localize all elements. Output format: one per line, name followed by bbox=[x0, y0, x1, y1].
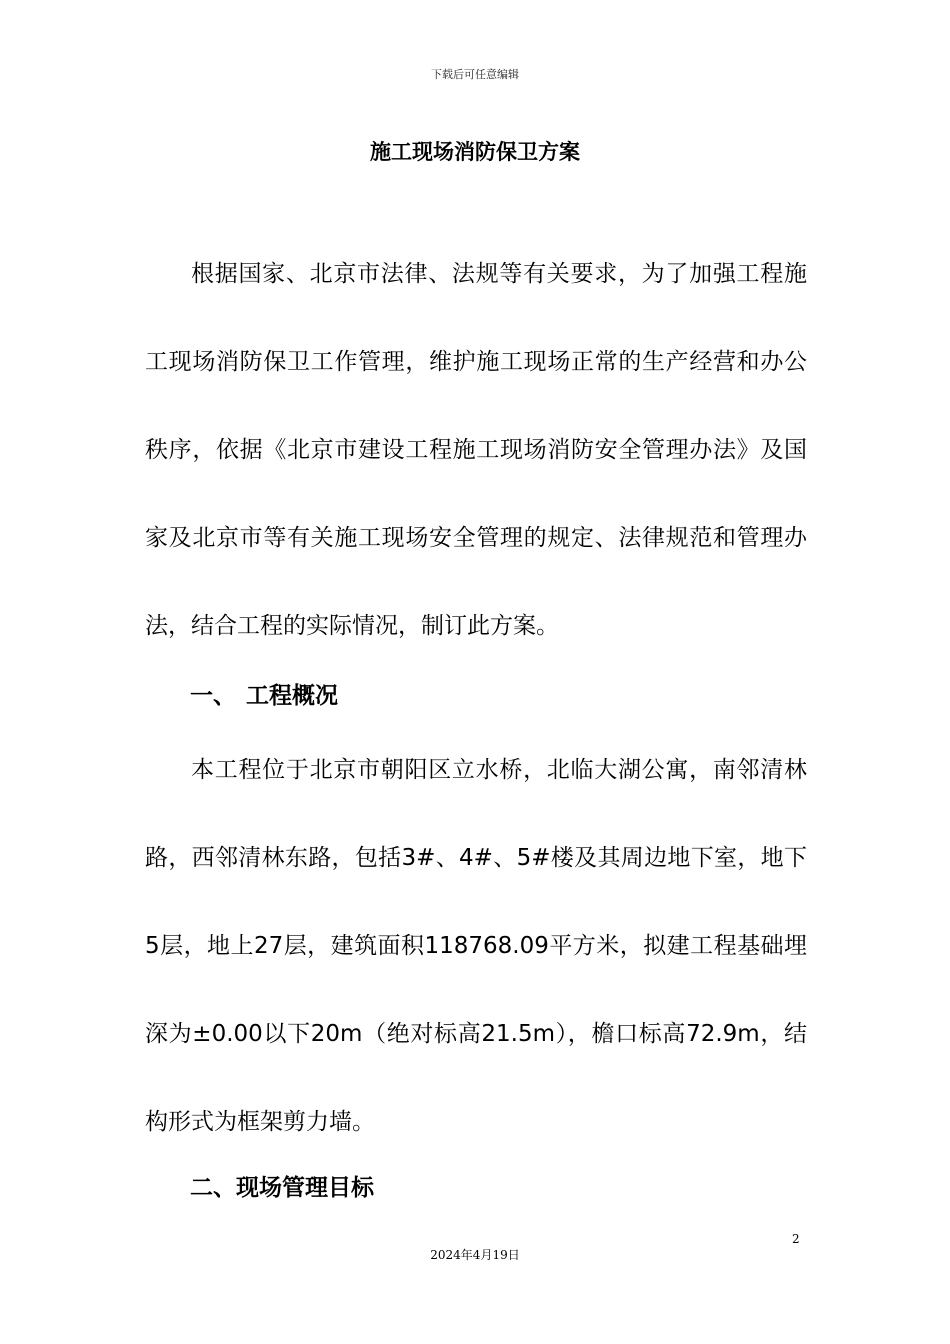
header-note: 下载后可任意编辑 bbox=[431, 68, 519, 81]
document-title: 施工现场消防保卫方案 bbox=[370, 140, 580, 164]
footer-date: 2024年4月19日 bbox=[430, 1248, 520, 1262]
overview-paragraph: 本工程位于北京市朝阳区立水桥，北临大湖公寓，南邻清林路，西邻清林东路，包括3#、4#、5#楼及其周边地下室，地下5层，地上27层，建筑面积118768.09平方米，拟建工程基础埋深为±0.00以下20m（绝对标高21.5m），檐口标高72.9m，结构形式为框架剪力墙。 bbox=[145, 757, 807, 1135]
section-1-number: 一、 bbox=[190, 683, 236, 709]
intro-section bbox=[145, 230, 807, 670]
section-1-heading bbox=[190, 674, 338, 718]
section-1-title: 工程概况 bbox=[246, 683, 338, 709]
overview-section bbox=[145, 726, 807, 1166]
section-2-heading: 二、现场管理目标 bbox=[190, 1175, 374, 1201]
page-number: 2 bbox=[792, 1232, 800, 1246]
intro-paragraph: 根据国家、北京市法律、法规等有关要求，为了加强工程施工现场消防保卫工作管理，维护施工现场正常的生产经营和办公秩序，依据《北京市建设工程施工现场消防安全管理办法》及国家及北京市等有关施工现场安全管理的规定、法律规范和管理办法，结合工程的实际情况，制订此方案。 bbox=[145, 261, 807, 639]
